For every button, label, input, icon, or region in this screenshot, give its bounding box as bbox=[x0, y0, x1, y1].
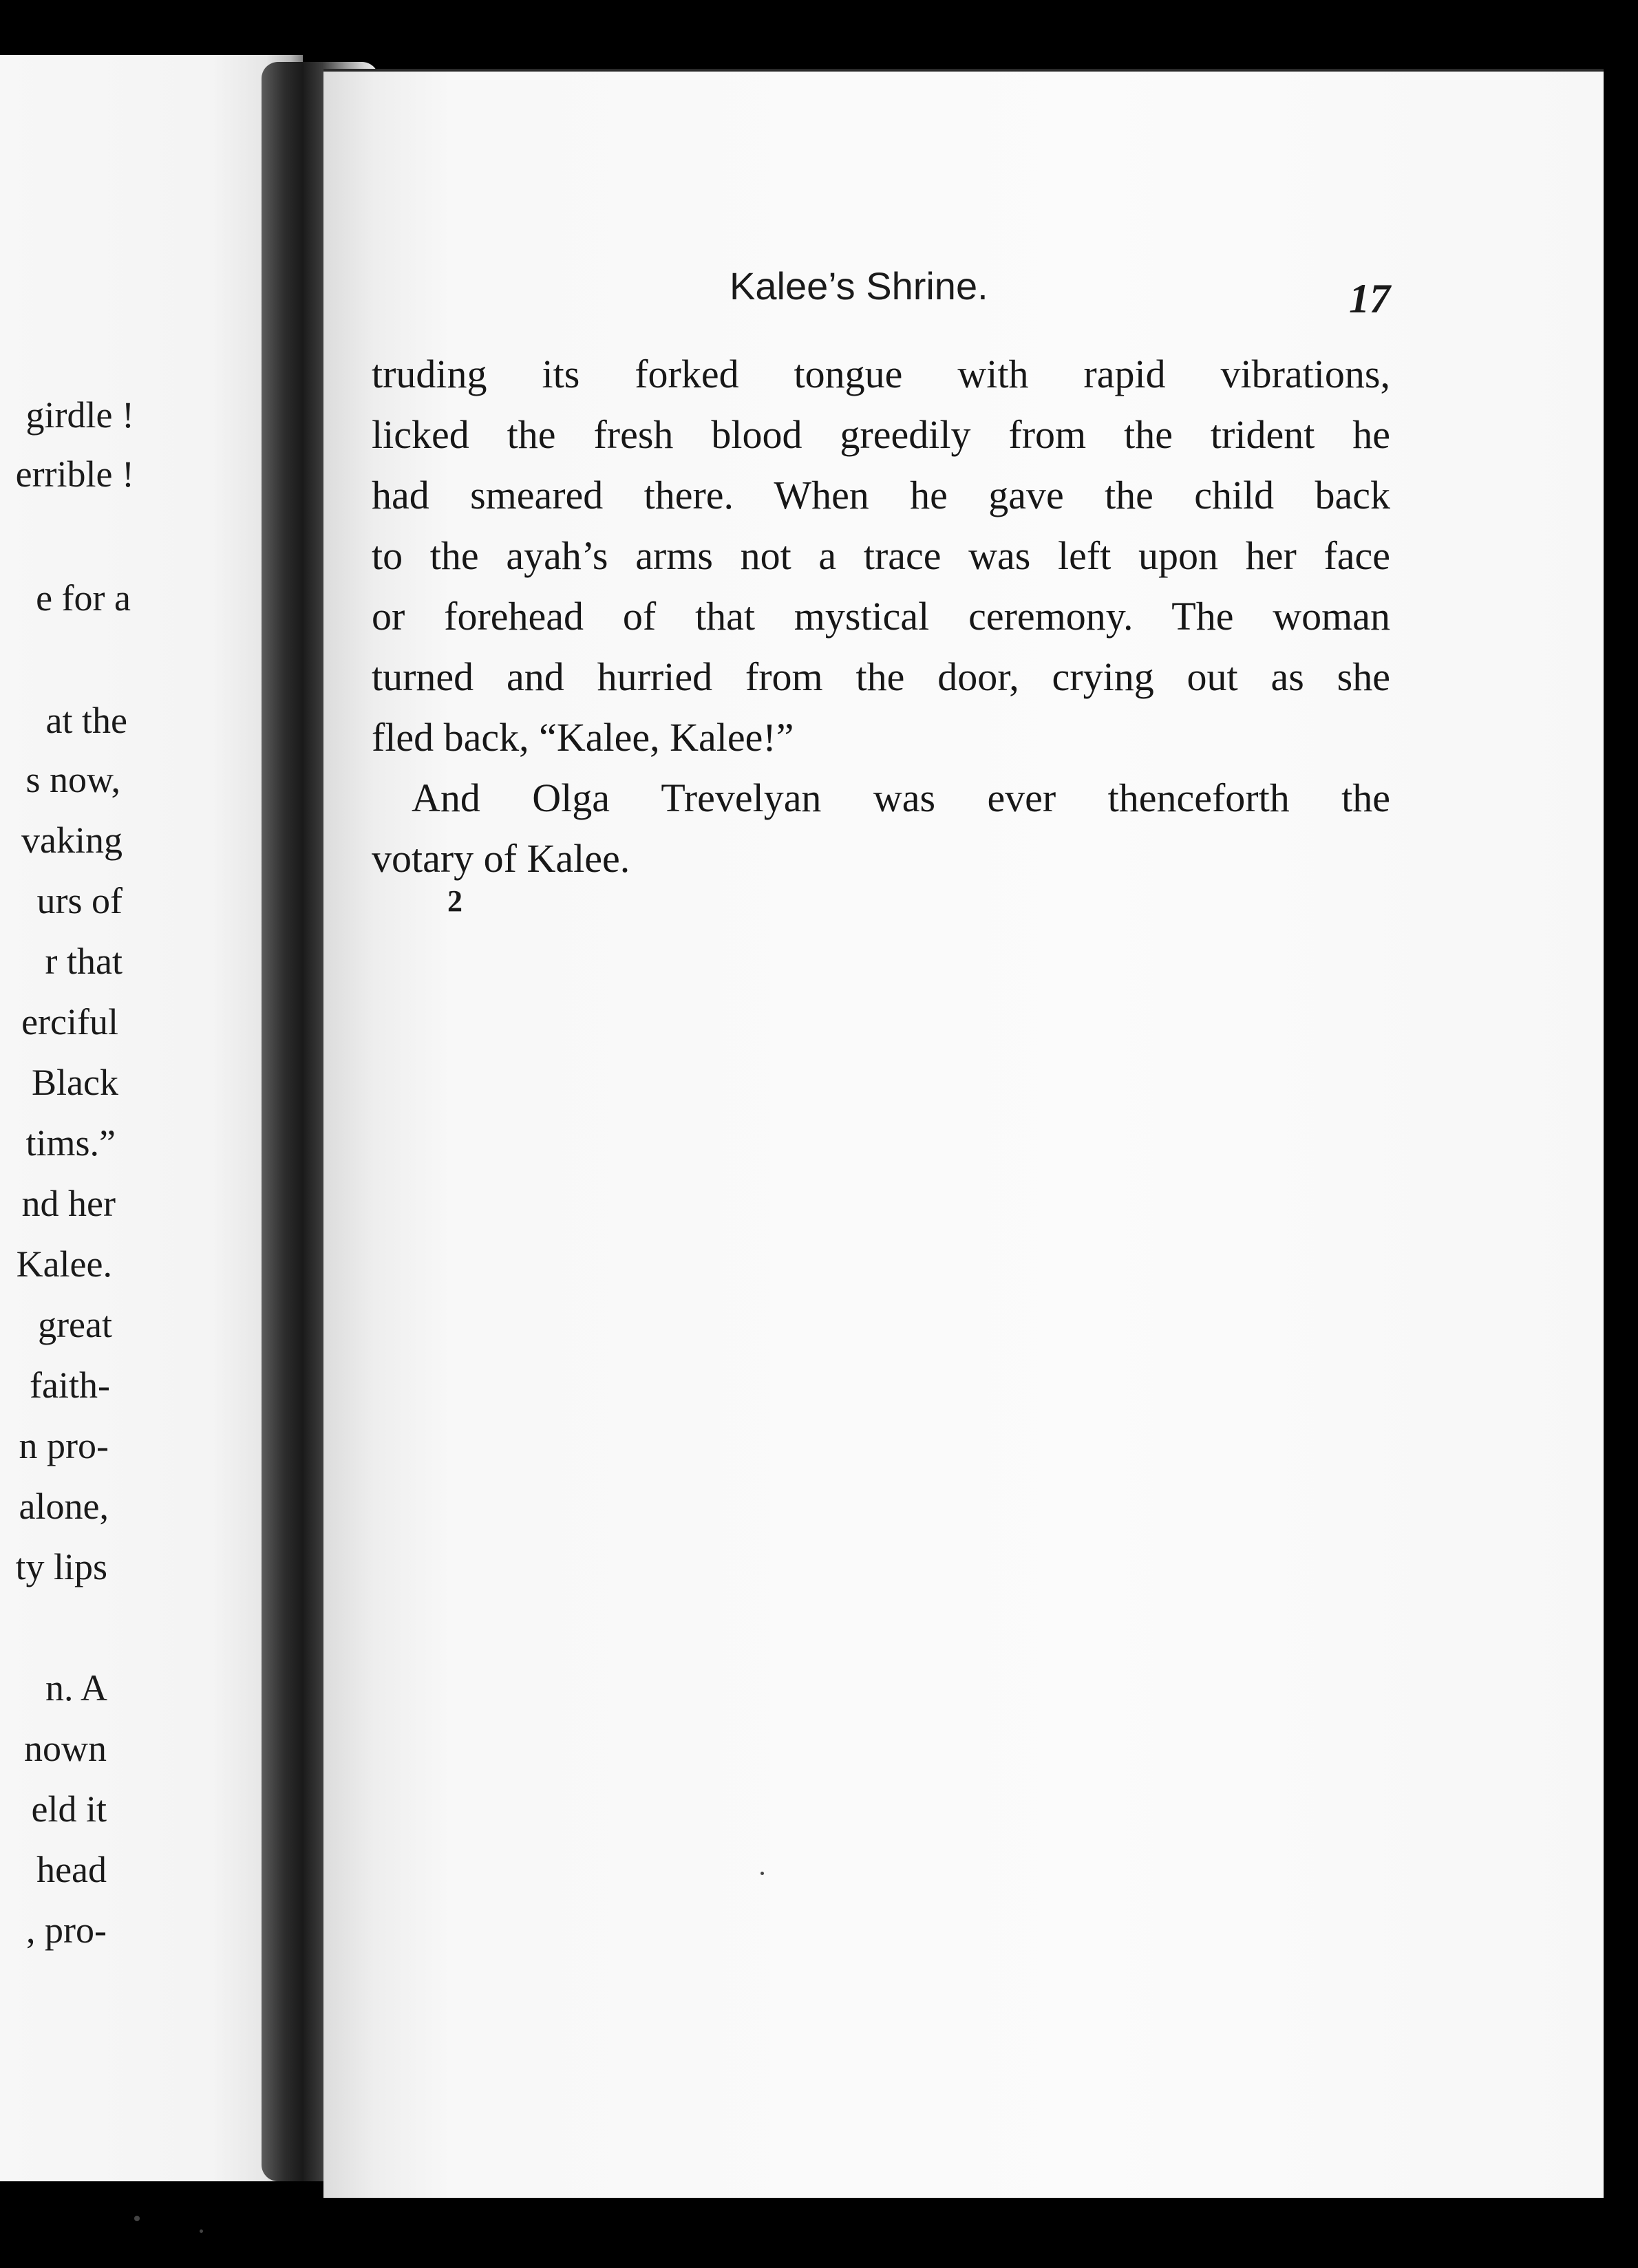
signature-mark: 2 bbox=[447, 884, 462, 918]
left-line: nown bbox=[24, 1728, 107, 1769]
left-line: head bbox=[36, 1849, 107, 1890]
left-line: at the bbox=[45, 700, 127, 741]
left-line: eld it bbox=[31, 1788, 107, 1830]
left-line: Kalee. bbox=[16, 1243, 112, 1285]
left-line: vaking bbox=[21, 820, 123, 861]
facing-page-text bbox=[0, 55, 303, 2181]
left-line: great bbox=[38, 1304, 112, 1345]
left-line: tims.” bbox=[25, 1122, 116, 1164]
text-line: And Olga Trevelyan was ever thenceforth the bbox=[412, 775, 1390, 820]
left-line: ty lips bbox=[15, 1546, 107, 1587]
left-line: nd her bbox=[21, 1183, 116, 1224]
left-line: faith- bbox=[30, 1365, 110, 1406]
text-line: truding its forked tongue with rapid vibrations, bbox=[372, 352, 1390, 396]
text-line: turned and hurried from the door, crying out as she bbox=[372, 654, 1390, 699]
scan-speck bbox=[200, 2229, 203, 2233]
text-line: had smeared there. When he gave the child back bbox=[372, 473, 1390, 517]
text-line: fled back, “Kalee, Kalee!” bbox=[372, 715, 794, 760]
left-line: urs of bbox=[36, 880, 123, 921]
left-line: n pro- bbox=[19, 1425, 109, 1466]
left-line: s now, bbox=[25, 759, 120, 800]
left-line: girdle ! bbox=[25, 394, 134, 436]
page-body-text bbox=[372, 344, 1390, 889]
left-line: alone, bbox=[19, 1486, 109, 1527]
running-head: Kalee’s Shrine. bbox=[730, 264, 988, 308]
left-line: r that bbox=[45, 941, 123, 982]
page-number: 17 bbox=[1349, 276, 1390, 321]
left-line: n. A bbox=[45, 1667, 107, 1709]
text-line: votary of Kalee. bbox=[372, 836, 630, 881]
text-line: to the ayah’s arms not a trace was left upon her face bbox=[372, 533, 1390, 578]
scan-speck bbox=[134, 2216, 140, 2221]
left-line: erciful bbox=[21, 1001, 118, 1042]
scan-speck bbox=[760, 1872, 764, 1875]
left-line: Black bbox=[32, 1062, 118, 1103]
text-line: or forehead of that mystical ceremony. The woman bbox=[372, 594, 1390, 639]
left-line: errible ! bbox=[15, 453, 134, 495]
text-line: licked the fresh blood greedily from the trident he bbox=[372, 412, 1390, 457]
facing-page-left bbox=[0, 55, 303, 2181]
left-line: e for a bbox=[36, 577, 131, 619]
left-line: , pro- bbox=[26, 1909, 107, 1951]
